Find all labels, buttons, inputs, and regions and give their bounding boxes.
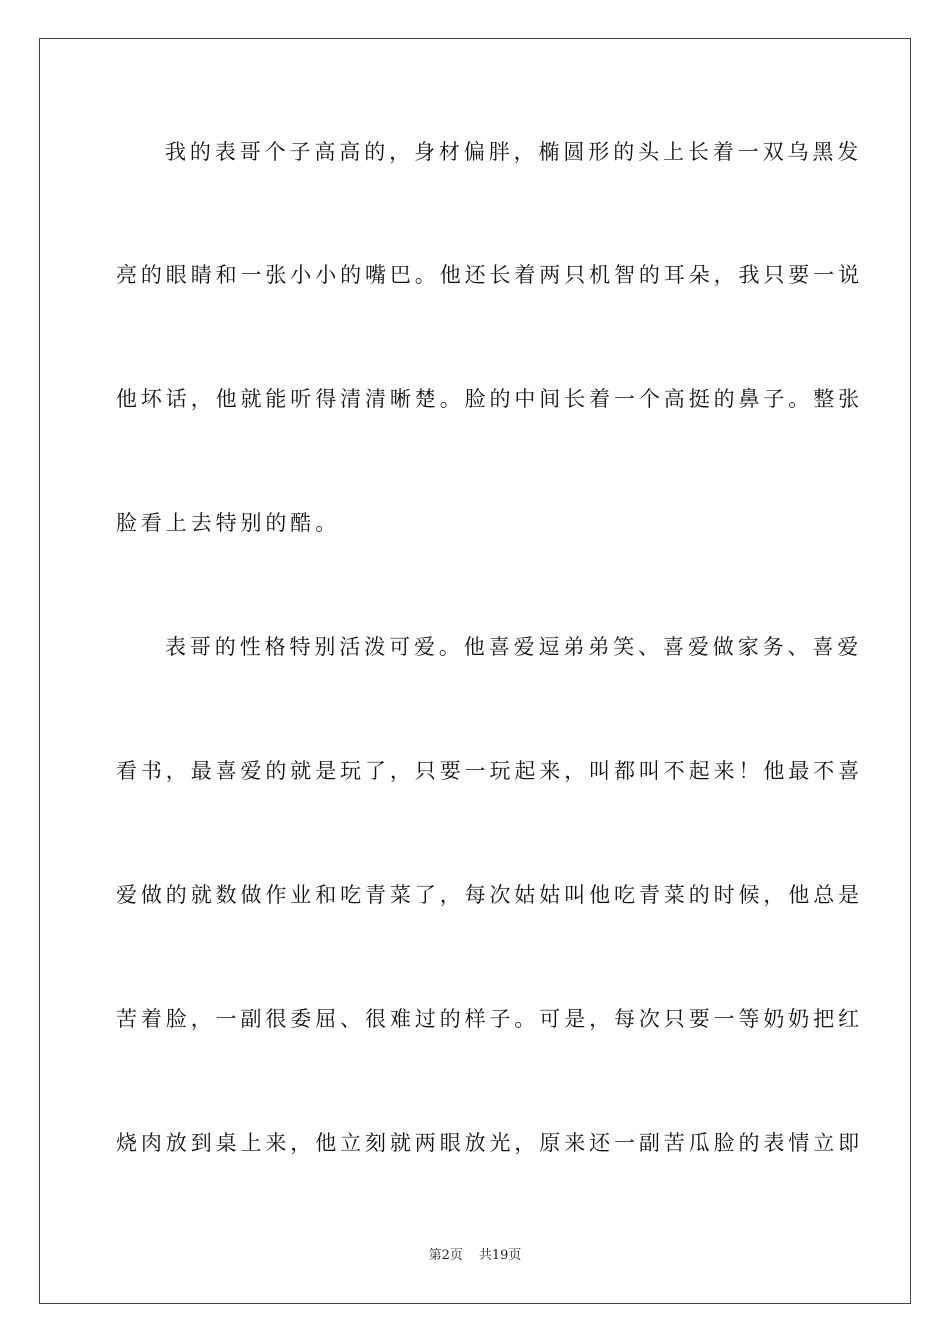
text-line: 我的表哥个子高高的，身材偏胖，椭圆形的头上长着一双乌黑发 bbox=[165, 140, 863, 164]
text-line: 亮的眼睛和一张小小的嘴巴。他还长着两只机智的耳朵，我只要一说 bbox=[116, 263, 863, 287]
page-frame bbox=[39, 38, 911, 1304]
text-line: 烧肉放到桌上来，他立刻就两眼放光，原来还一副苦瓜脸的表情立即 bbox=[116, 1131, 863, 1155]
text-line: 脸看上去特别的酷。 bbox=[116, 511, 341, 535]
text-line: 他坏话，他就能听得清清晰楚。脸的中间长着一个高挺的鼻子。整张 bbox=[116, 387, 863, 411]
page-total: 共19页 bbox=[478, 1248, 522, 1263]
text-line: 表哥的性格特别活泼可爱。他喜爱逗弟弟笑、喜爱做家务、喜爱 bbox=[165, 635, 863, 659]
page-footer bbox=[0, 1247, 950, 1265]
page-number: 第2页 bbox=[428, 1248, 463, 1263]
text-line: 苦着脸，一副很委屈、很难过的样子。可是，每次只要一等奶奶把红 bbox=[116, 1007, 863, 1031]
text-line: 爱做的就数做作业和吃青菜了，每次姑姑叫他吃青菜的时候，他总是 bbox=[116, 883, 863, 907]
text-line: 看书，最喜爱的就是玩了，只要一玩起来，叫都叫不起来！他最不喜 bbox=[116, 759, 863, 783]
